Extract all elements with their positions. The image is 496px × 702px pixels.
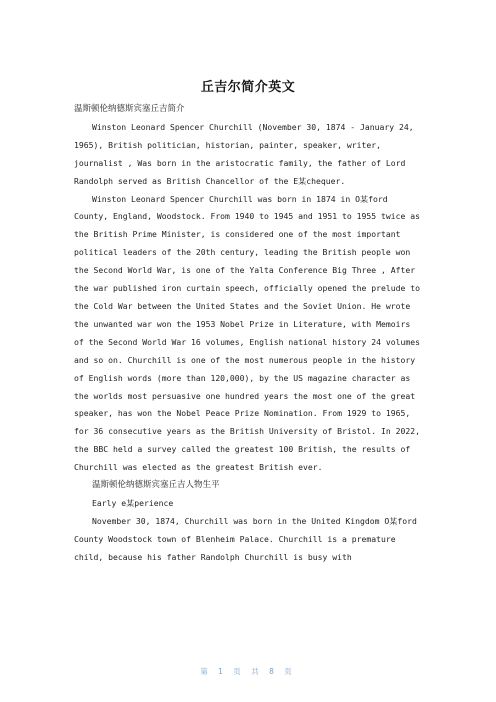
section-heading-intro: 温斯顿伦纳德斯宾塞丘吉简介 <box>74 104 185 114</box>
document-body <box>74 101 424 567</box>
section-heading-life: 温斯顿伦纳德斯宾塞丘吉人物生平 <box>92 480 220 491</box>
paragraph-biography: Winston Leonard Spencer Churchill was born in 1874 in O某ford County, England, Woodstock. From 1940 to 1945 and 1951 to 1955 twice as the British Prime Minister, is considered one of the most important political leaders of the 20th century, leading the British people won the Second World War, is one of the Yalta Conference Big Three , After the war published iron curtain speech, officially opened the prelude to the Cold War between the United States and the Soviet Union. He wrote the unwanted war won the 1953 Nobel Prize in Literature, with Memoirs of the Second World War 16 volumes, English national history 24 volumes and so on. Churchill is one of the most numerous people in the history of English words (more than 120,000), by the US magazine character as the worlds most persuasive one hundred years the most one of the great speaker, has won the Nobel Peace Prize Nomination. From 1929 to 1965, for 36 consecutive years as the British University of Bristol. In 2022, the BBC held a survey called the greatest 100 British, the results of Churchill was elected as the greatest British ever. <box>74 193 420 473</box>
page-footer: 第 1 页 共 8 页 <box>200 667 296 676</box>
subheading-early-experience: Early e某perience <box>92 497 174 508</box>
paragraph-intro: Winston Leonard Spencer Churchill (November 30, 1874 - January 24, 1965), British politician, historian, painter, speaker, writer, journalist , Was born in the aristocratic family, the father of Lord Randolph served as British Chancellor of the E某chequer. <box>74 121 414 186</box>
paragraph-early-life: November 30, 1874, Churchill was born in the United Kingdom O某ford County Woodstock town of Blenheim Palace. Churchill is a premature child, because his father Randolph Churchill is busy with <box>74 515 417 562</box>
document-title: 丘吉尔简介英文 <box>200 80 296 95</box>
